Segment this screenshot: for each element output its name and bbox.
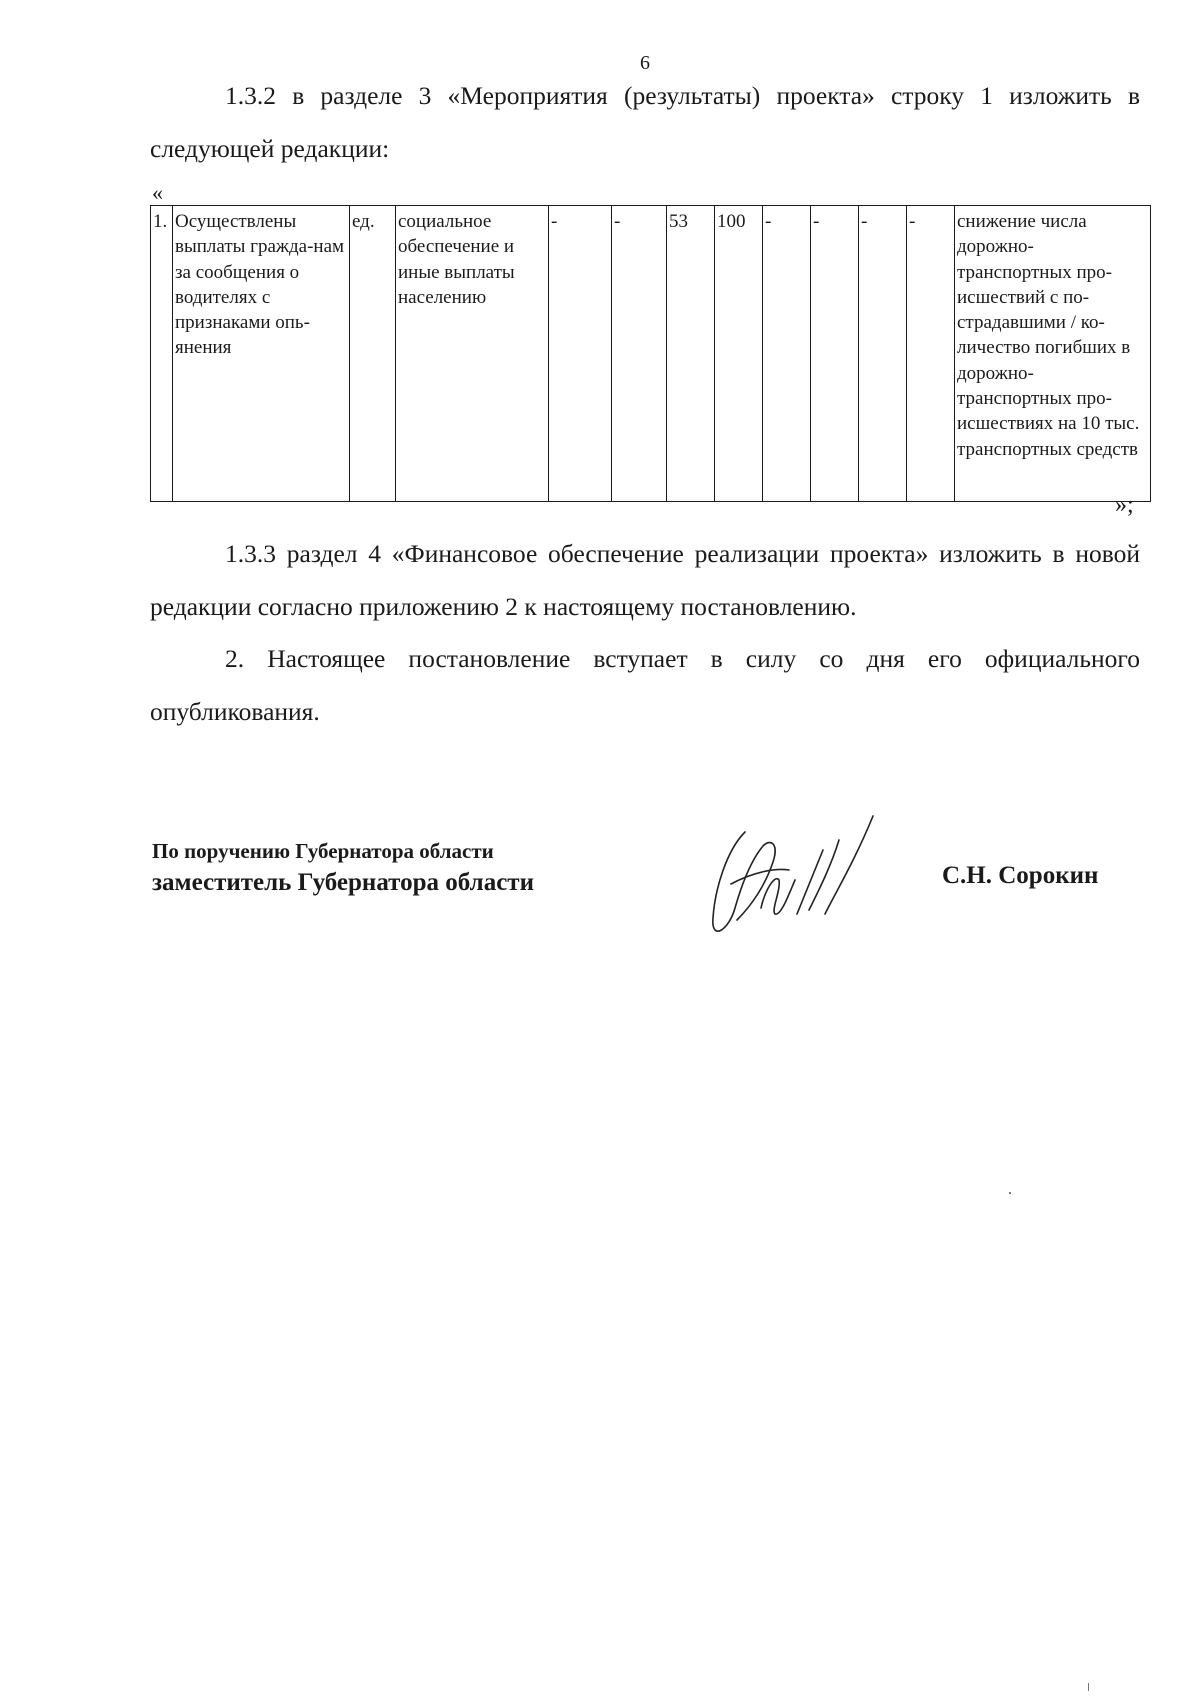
- closing-quote: »;: [1115, 492, 1134, 518]
- cell-value-6: -: [612, 206, 667, 502]
- cell-result: снижение числа дорожно-транспортных про-исшествий с по-страдавшими / ко-личество погибших в дорожно-транспортных про-исшествиях на 10 тыс. транспортных средств: [955, 206, 1151, 502]
- paragraph-2: 2. Настоящее постановление вступает в силу со дня его официального опубликования.: [150, 644, 1140, 726]
- cell-name: Осуществлены выплаты гражда-нам за сообщения о водителях с признаками опь-янения: [173, 206, 350, 502]
- cell-value-5: -: [549, 206, 612, 502]
- handwritten-signature: [705, 810, 885, 950]
- cell-type: социальное обеспечение и иные выплаты населению: [396, 206, 549, 502]
- signer-name: С.Н. Сорокин: [942, 862, 1099, 889]
- results-table: [150, 205, 1151, 502]
- table-row: [151, 206, 1151, 502]
- paragraph-1-3-3: 1.3.3 раздел 4 «Финансовое обеспечение реализации проекта» изложить в новой редакции согласно приложению 2 к настоящему постановлению.: [150, 539, 1140, 621]
- signatory-position: [152, 836, 534, 900]
- signatory-line-2: заместитель Губернатора области: [152, 869, 534, 896]
- paragraph-1-3-2: 1.3.2 в разделе 3 «Мероприятия (результаты) проекта» строку 1 изложить в следующей редакции:: [150, 81, 1140, 163]
- cell-value-11: -: [859, 206, 907, 502]
- cell-value-9: -: [763, 206, 811, 502]
- cell-number: 1.: [151, 206, 173, 502]
- opening-quote: «: [152, 180, 163, 205]
- scan-speck: [1088, 1683, 1089, 1691]
- scan-speck: [1009, 1192, 1011, 1194]
- cell-unit: ед.: [350, 206, 396, 502]
- page-number: 6: [640, 52, 650, 74]
- cell-value-12: -: [907, 206, 955, 502]
- signatory-line-1: По поручению Губернатора области: [152, 839, 494, 863]
- cell-value-10: -: [811, 206, 859, 502]
- cell-value-8: 100: [715, 206, 763, 502]
- cell-value-7: 53: [667, 206, 715, 502]
